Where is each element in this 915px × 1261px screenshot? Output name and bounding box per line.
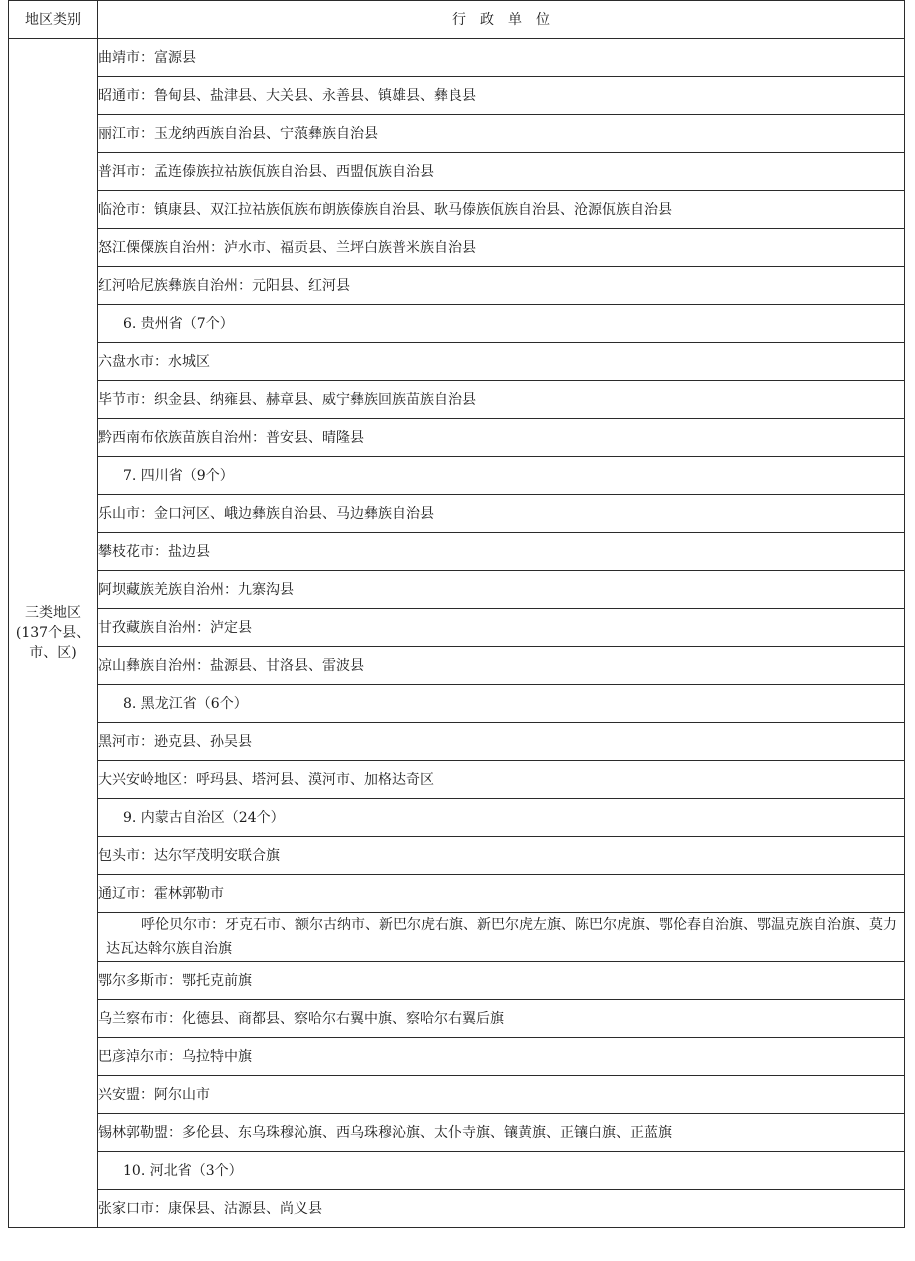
unit-cell: 攀枝花市：盐边县: [98, 533, 905, 571]
header-category: 地区类别: [9, 1, 98, 39]
province-heading-cell: 10. 河北省（3个）: [98, 1152, 905, 1190]
table-row: [9, 229, 905, 267]
table-row: [9, 875, 905, 913]
unit-cell: 普洱市：孟连傣族拉祜族佤族自治县、西盟佤族自治县: [98, 153, 905, 191]
category-line-1: 三类地区: [25, 605, 81, 621]
table-row: [9, 1000, 905, 1038]
unit-cell: 临沧市：镇康县、双江拉祜族佤族布朗族傣族自治县、耿马傣族佤族自治县、沧源佤族自治县: [98, 191, 905, 229]
province-heading-cell: 6. 贵州省（7个）: [98, 305, 905, 343]
table-row: [9, 913, 905, 962]
province-heading-cell: 7. 四川省（9个）: [98, 457, 905, 495]
table-row: [9, 647, 905, 685]
table-row: [9, 1076, 905, 1114]
table-row: [9, 305, 905, 343]
unit-cell: 张家口市：康保县、沽源县、尚义县: [98, 1190, 905, 1228]
region-category-cell: [9, 39, 98, 1228]
unit-cell: 大兴安岭地区：呼玛县、塔河县、漠河市、加格达奇区: [98, 761, 905, 799]
category-line-2: (137个县、: [15, 625, 91, 641]
table-row: [9, 343, 905, 381]
table-row: [9, 77, 905, 115]
unit-cell: 兴安盟：阿尔山市: [98, 1076, 905, 1114]
unit-cell: 曲靖市：富源县: [98, 39, 905, 77]
unit-cell: 甘孜藏族自治州：泸定县: [98, 609, 905, 647]
table-row: [9, 191, 905, 229]
unit-cell: 凉山彝族自治州：盐源县、甘洛县、雷波县: [98, 647, 905, 685]
table-row: [9, 799, 905, 837]
table-row: [9, 571, 905, 609]
unit-cell: 黔西南布依族苗族自治州：普安县、晴隆县: [98, 419, 905, 457]
table-row: [9, 609, 905, 647]
table-row: [9, 1038, 905, 1076]
unit-cell: 锡林郭勒盟：多伦县、东乌珠穆沁旗、西乌珠穆沁旗、太仆寺旗、镶黄旗、正镶白旗、正蓝旗: [98, 1114, 905, 1152]
table-row: [9, 153, 905, 191]
table-row: [9, 419, 905, 457]
unit-cell: 丽江市：玉龙纳西族自治县、宁蒗彝族自治县: [98, 115, 905, 153]
unit-cell: 通辽市：霍林郭勒市: [98, 875, 905, 913]
unit-cell: 昭通市：鲁甸县、盐津县、大关县、永善县、镇雄县、彝良县: [98, 77, 905, 115]
unit-cell: 六盘水市：水城区: [98, 343, 905, 381]
table-row: [9, 685, 905, 723]
unit-cell: 红河哈尼族彝族自治州：元阳县、红河县: [98, 267, 905, 305]
table-row: [9, 381, 905, 419]
table-row: [9, 1152, 905, 1190]
unit-cell: 阿坝藏族羌族自治州：九寨沟县: [98, 571, 905, 609]
table-row: [9, 533, 905, 571]
unit-cell-wrapped: 呼伦贝尔市：牙克石市、额尔古纳市、新巴尔虎右旗、新巴尔虎左旗、陈巴尔虎旗、鄂伦春自治旗、鄂温克族自治旗、莫力达瓦达斡尔族自治旗: [98, 913, 905, 962]
table-row: [9, 495, 905, 533]
table-row: [9, 1114, 905, 1152]
table-row: [9, 962, 905, 1000]
unit-cell: 乐山市：金口河区、峨边彝族自治县、马边彝族自治县: [98, 495, 905, 533]
table-row: [9, 457, 905, 495]
header-unit-label: 行政单位: [452, 11, 564, 28]
unit-cell: 黑河市：逊克县、孙吴县: [98, 723, 905, 761]
category-line-3: 市、区): [29, 645, 77, 661]
unit-cell: 乌兰察布市：化德县、商都县、察哈尔右翼中旗、察哈尔右翼后旗: [98, 1000, 905, 1038]
table-row: [9, 761, 905, 799]
unit-cell: 包头市：达尔罕茂明安联合旗: [98, 837, 905, 875]
unit-cell: 怒江傈僳族自治州：泸水市、福贡县、兰坪白族普米族自治县: [98, 229, 905, 267]
table-row: [9, 115, 905, 153]
table-row: [9, 267, 905, 305]
table-row: [9, 1190, 905, 1228]
province-heading-cell: 8. 黑龙江省（6个）: [98, 685, 905, 723]
table-row: [9, 723, 905, 761]
province-heading-cell: 9. 内蒙古自治区（24个）: [98, 799, 905, 837]
unit-cell: 毕节市：织金县、纳雍县、赫章县、威宁彝族回族苗族自治县: [98, 381, 905, 419]
table-row: [9, 837, 905, 875]
table-row: [9, 39, 905, 77]
unit-cell: 鄂尔多斯市：鄂托克前旗: [98, 962, 905, 1000]
unit-cell: 巴彦淖尔市：乌拉特中旗: [98, 1038, 905, 1076]
administrative-units-table: [8, 0, 905, 1228]
header-unit: [98, 1, 905, 39]
table-header-row: [9, 1, 905, 39]
